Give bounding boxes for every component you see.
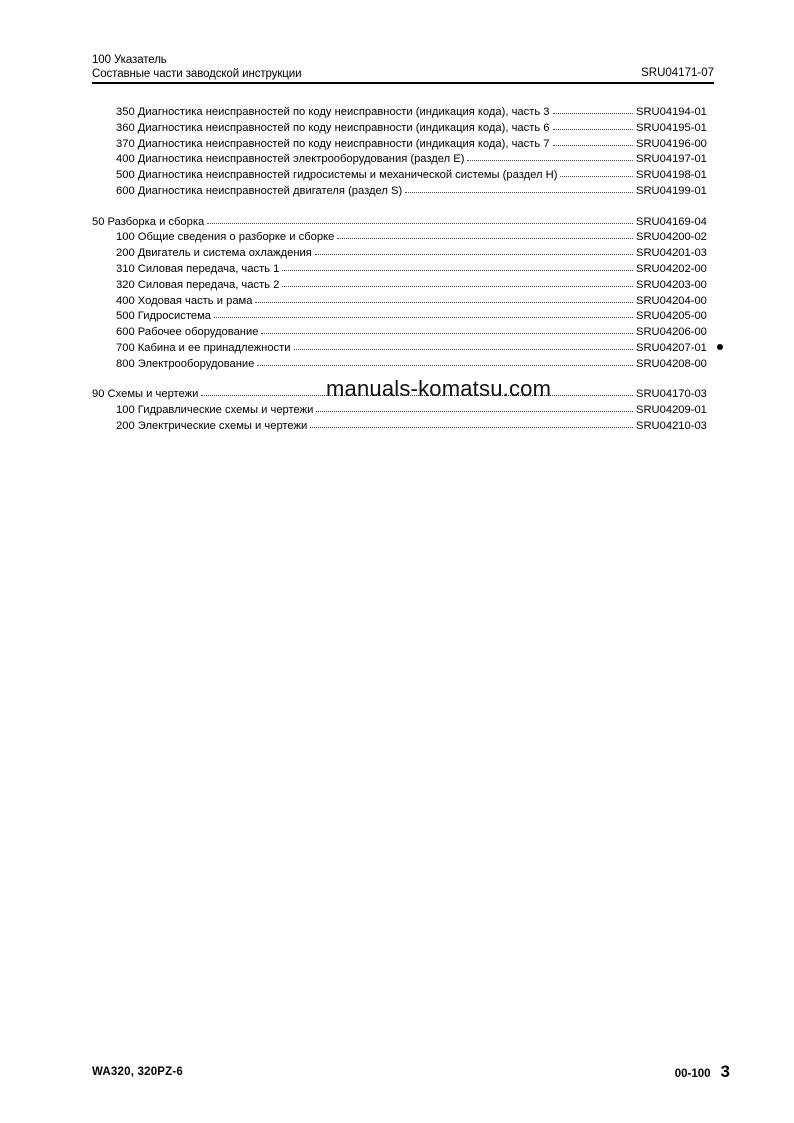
dot-leader <box>560 166 633 177</box>
header-section-title: 100 Указатель <box>92 54 167 66</box>
dot-leader <box>255 292 633 303</box>
header-doc-code: SRU04171-07 <box>641 67 714 79</box>
toc-entry-label: 90 Схемы и чертежи <box>92 388 199 401</box>
dot-leader <box>282 276 633 287</box>
toc-entry[interactable] <box>92 402 714 418</box>
toc-entry[interactable] <box>92 245 714 261</box>
toc-entry-label: 500 Диагностика неисправностей гидросистемы и механической системы (раздел H) <box>116 169 558 182</box>
dot-leader <box>257 355 633 366</box>
dot-leader <box>282 260 633 271</box>
toc-entry[interactable] <box>92 293 714 309</box>
page-header <box>92 53 301 81</box>
toc-entry-label: 310 Силовая передача, часть 1 <box>116 262 280 275</box>
toc-entry[interactable] <box>92 277 714 293</box>
toc-entry-label: 370 Диагностика неисправностей по коду неисправности (индикация кода), часть 7 <box>116 137 550 150</box>
toc-entry-code: SRU04169-04 <box>636 215 707 228</box>
toc-entry-label: 600 Рабочее оборудование <box>116 326 259 339</box>
dot-leader <box>316 401 633 412</box>
toc-entry-label: 200 Электрические схемы и чертежи <box>116 419 308 432</box>
revision-bullet-icon <box>717 344 723 350</box>
toc-entry-code: SRU04202-00 <box>636 262 707 275</box>
toc-entry-code: SRU04208-00 <box>636 357 707 370</box>
toc-entry-code: SRU04170-03 <box>636 388 707 401</box>
dot-leader <box>337 228 633 239</box>
dot-leader <box>310 417 633 428</box>
dot-leader <box>405 182 633 193</box>
dot-leader <box>294 339 633 350</box>
toc-entry-label: 200 Двигатель и система охлаждения <box>116 247 312 260</box>
dot-leader <box>207 213 633 224</box>
toc-entry-code: SRU04199-01 <box>636 184 707 197</box>
dot-leader <box>315 244 633 255</box>
toc-entry-label: 400 Ходовая часть и рама <box>116 294 253 307</box>
toc-entry-label: 800 Электрооборудование <box>116 357 255 370</box>
toc-entry-code: SRU04209-01 <box>636 404 707 417</box>
toc-entry[interactable] <box>92 104 714 120</box>
toc-entry-label: 50 Разборка и сборка <box>92 215 205 228</box>
toc-entry[interactable] <box>92 120 714 136</box>
toc-entry-label: 100 Общие сведения о разборке и сборке <box>116 231 335 244</box>
toc-entry[interactable] <box>92 151 714 167</box>
toc-group-heading[interactable] <box>92 214 714 230</box>
toc-entry[interactable] <box>92 340 714 356</box>
header-rule <box>92 82 714 84</box>
dot-leader <box>261 323 633 334</box>
watermark-text: manuals-komatsu.com <box>326 376 552 401</box>
toc-entry-label: 100 Гидравлические схемы и чертежи <box>116 404 314 417</box>
dot-leader <box>553 103 633 114</box>
header-subtitle: Составные части заводской инструкции <box>92 68 302 80</box>
toc-entry[interactable] <box>92 183 714 199</box>
toc-entry-code: SRU04210-03 <box>636 419 707 432</box>
toc-entry-code: SRU04205-00 <box>636 310 707 323</box>
toc-entry-label: 350 Диагностика неисправностей по коду неисправности (индикация кода), часть 3 <box>116 106 550 118</box>
toc-entry-code: SRU04206-00 <box>636 326 707 339</box>
toc-entry[interactable] <box>92 229 714 245</box>
toc-entry-code: SRU04194-01 <box>636 106 707 118</box>
toc-entry[interactable] <box>92 136 714 152</box>
toc-entry-code: SRU04203-00 <box>636 278 707 291</box>
footer-model: WA320, 320PZ-6 <box>92 1066 184 1078</box>
toc-entry-code: SRU04196-00 <box>636 137 707 150</box>
toc-entry-label: 600 Диагностика неисправностей двигателя (раздел S) <box>116 184 403 197</box>
toc-entry[interactable] <box>92 324 714 340</box>
group-spacer <box>92 199 714 214</box>
toc-entry-label: 320 Силовая передача, часть 2 <box>116 278 280 291</box>
toc-entry-label: 400 Диагностика неисправностей электрооборудования (раздел E) <box>116 153 465 166</box>
toc-entry-code: SRU04195-01 <box>636 121 707 134</box>
toc-entry[interactable] <box>92 261 714 277</box>
page-footer <box>675 1062 730 1082</box>
toc-entry[interactable] <box>92 356 714 372</box>
toc-entry-code: SRU04201-03 <box>636 247 707 260</box>
toc-entry[interactable] <box>92 167 714 183</box>
dot-leader <box>467 150 633 161</box>
page-number: 3 <box>720 1062 730 1081</box>
footer-doc-section: 00-100 <box>674 1068 711 1080</box>
dot-leader <box>553 135 633 146</box>
toc-entry[interactable] <box>92 308 714 324</box>
toc-entry-code: SRU04200-02 <box>636 231 707 244</box>
dot-leader <box>553 119 633 130</box>
toc-entry-code: SRU04198-01 <box>636 169 707 182</box>
dot-leader <box>214 307 633 318</box>
toc-entry-label: 500 Гидросистема <box>116 310 211 323</box>
toc-entry-label: 700 Кабина и ее принадлежности <box>116 341 291 354</box>
toc-entry[interactable] <box>92 418 714 434</box>
toc-entry-label: 360 Диагностика неисправностей по коду неисправности (индикация кода), часть 6 <box>116 121 550 134</box>
toc-entry-code: SRU04204-00 <box>636 294 707 307</box>
toc-entry-code: SRU04207-01 <box>636 341 707 354</box>
toc-entry-code: SRU04197-01 <box>636 153 707 166</box>
